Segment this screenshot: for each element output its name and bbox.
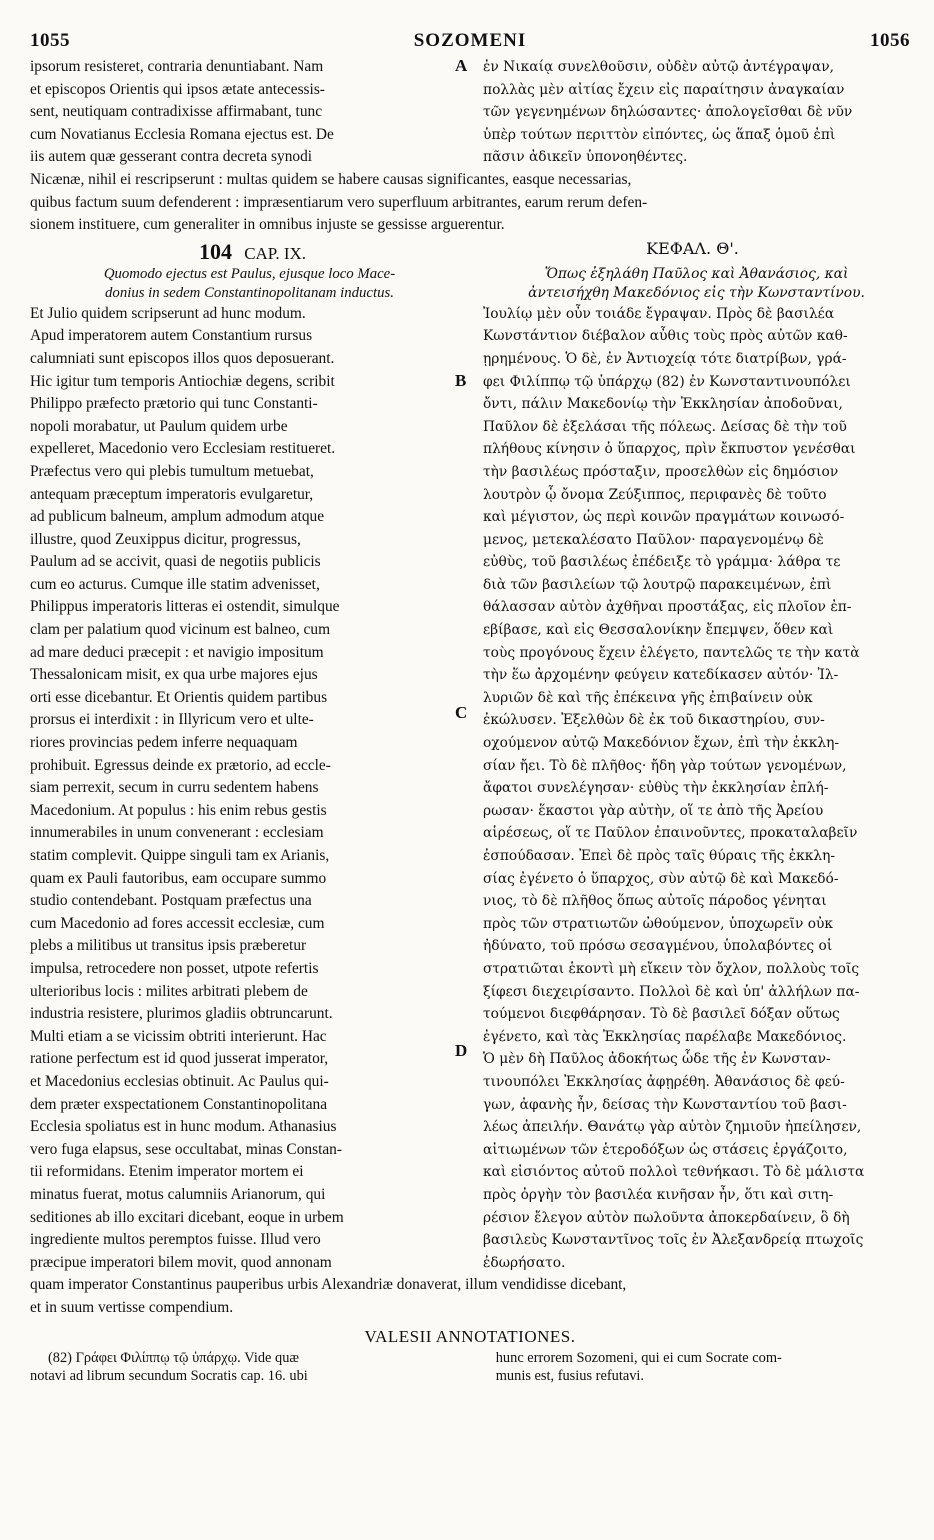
latin-line: cum Novatianus Ecclesia Romana ejectus est. De — [30, 125, 334, 143]
greek-line: νιος, τὸ δὲ πλῆθος ὅπως αὐτοῖς πάροδος γένηται — [483, 893, 827, 910]
chapter-titles — [30, 265, 910, 303]
greek-line: Κωνστάντιον διέβαλον αὖθις τοὺς πρὸς αὐτῶν καθ- — [483, 328, 848, 345]
latin-line: prorsus ei interdixit : in Illyricum vero et ulte- — [30, 711, 314, 729]
body-columns — [30, 303, 910, 1275]
greek-line: τούμενοι διεφθάρησαν. Τὸ δὲ βασιλεῖ δόξαν οὕτως — [483, 1006, 840, 1023]
latin-line: Thessalonicam misit, ex qua urbe majores ejus — [30, 666, 318, 684]
latin-line: clam per palatium quod vicinum est balneo, cum — [30, 621, 331, 639]
latin-line: innumerabiles in unum convenerant : ecclesiam — [30, 824, 324, 842]
latin-line: Hic igitur tum temporis Antiochiæ degens, scribit — [30, 372, 335, 390]
annotation-line: munis est, fusius refutavi. — [495, 1368, 645, 1385]
latin-line: calumniati sunt episcopos illos quos deposuerant. — [30, 349, 335, 367]
latin-line: studio contendebant. Postquam præfectus una — [30, 892, 312, 910]
greek-line: γων, ἀφανὴς ἦν, δείσας τὴν Κωνσταντίου τοῦ βασι- — [483, 1096, 847, 1113]
annotation-left — [30, 1349, 484, 1385]
greek-line: τινουπόλει Ἐκκλησίας ἀφῃρέθη. Ἀθανάσιος δὲ φεύ- — [483, 1073, 845, 1090]
greek-line: ὄντι, πάλιν Μακεδονίῳ τὴν Ἐκκλησίαν ἀποδοῦναι, — [483, 396, 843, 413]
latin-line: ingrediente multos peremptos fuisse. Illud vero — [30, 1231, 321, 1249]
greek-line: Παῦλον δὲ ἐξελάσαι τῆς πόλεως. Δείσας δὲ τὴν τοῦ — [483, 418, 847, 435]
running-head — [30, 30, 910, 52]
greek-line: ῃρημένους. Ὁ δὲ, ἐν Ἀντιοχείᾳ τότε διατρίβων, γρά- — [483, 350, 847, 367]
greek-line: ρωσαν· ἕκαστοι γὰρ αὐτὴν, οἵ τε ἀπὸ τῆς Ἀρείου — [483, 802, 824, 819]
greek-line: θάλασσαν αὐτὸν ἀχθῆναι προστάξας, εἰς πλοῖον ἐπ- — [483, 599, 852, 616]
latin-line: Macedonium. At populus : his enim rebus gestis — [30, 801, 327, 819]
greek-line: ἐκώλυσεν. Ἐξελθὼν δὲ ἐκ τοῦ δικαστηρίου, συν- — [483, 712, 825, 729]
latin-line: Philippo præfecto prætorio qui tunc Constanti- — [30, 395, 318, 413]
latin-line: Præfectus vero qui plebis tumultum metuebat, — [30, 462, 314, 480]
latin-line: Philippus imperatoris litteras ei ostendit, simulque — [30, 598, 340, 616]
greek-line: λέως ἀπειλήν. Θανάτῳ γὰρ αὐτὸν ζημιοῦν ἠπείλησεν, — [483, 1119, 862, 1136]
page-number-right: 1056 — [870, 30, 910, 51]
greek-column-body — [475, 303, 910, 1275]
full-width-text-top — [30, 169, 910, 237]
latin-line: nopoli morabatur, ut Paulum quidem urbe — [30, 417, 288, 435]
greek-line: λουτρὸν ᾧ ὄνομα Ζεύξιππος, περιφανὲς δὲ τοῦτο — [483, 486, 827, 503]
text-line: Nicænæ, nihil ei rescripserunt : multas quidem se habere causas significantes, easque necessarias, — [30, 170, 632, 188]
annotations — [30, 1349, 910, 1385]
annotation-line: notavi ad librum secundum Socratis cap. 16. ubi — [30, 1368, 308, 1385]
greek-line: τὴν ἕω ἀρχομένην φεύγειν κατεδίκασεν αὐτόν· Ἰλ- — [483, 667, 839, 684]
greek-line: ἐν Νικαίᾳ συνελθοῦσιν, οὐδὲν αὐτῷ ἀντέγραψαν, — [483, 59, 834, 75]
greek-line: καὶ μέγιστον, ὡς περὶ κοινῶν πραγμάτων κοινωσό- — [483, 509, 845, 526]
latin-line: antequam præceptum imperatoris evulgaretur, — [30, 485, 314, 503]
greek-line: ἄφατοι συνελέγησαν· εὐθὺς τὴν ἐκκλησίαν ἐπλή- — [483, 780, 829, 797]
greek-line: καὶ εἰσιόντος αὐτοῦ πολλοὶ τεθνήκασι. Τὸ δὲ μάλιστα — [483, 1164, 865, 1181]
latin-line: impulsa, retrocedere non posset, utpote refertis — [30, 959, 319, 977]
greek-line: λυριῶν δὲ καὶ τῆς ἐπέκεινα γῆς ἐπιβαίνειν οὐκ — [483, 689, 813, 706]
annotation-line: hunc errorem Sozomeni, qui ei cum Socrate com- — [495, 1350, 782, 1367]
latin-line: Ecclesia spoliatus est in hunc modum. Athanasius — [30, 1118, 337, 1136]
greek-line: εὐθὺς, τοῦ βασιλέως ἐπέδειξε τὸ γράμμα· λάθρα τε — [483, 554, 841, 571]
latin-column-body — [30, 303, 475, 1275]
latin-line: quam ex Pauli fautoribus, eam occupare summo — [30, 869, 327, 887]
text-line: quibus factum suum defenderent : impræsentiarum vero superfluum arbitrantes, earum rerum defen- — [30, 193, 648, 211]
greek-line: οχούμενον αὐτῷ Μακεδόνιον ἔχων, ἐπὶ τὴν ἐκκλη- — [483, 735, 840, 752]
latin-line: minatus fuerat, motus calumniis Arianorum, qui — [30, 1185, 326, 1203]
latin-line: siam perrexit, secum in curru sedentem habens — [30, 779, 319, 797]
greek-line: ἠδύνατο, τοῦ πρόσω σεσαγμένου, ὑπολαβόντες οἱ — [483, 938, 833, 955]
greek-line: ἐδωρήσατο. — [483, 1254, 566, 1271]
latin-line: statim complevit. Quippe singuli tam ex Arianis, — [30, 847, 330, 864]
greek-line: ὑπὲρ τούτων περιττὸν εἰπόντες, ὡς ἅπαξ ὁμοῦ ἐπὶ — [483, 126, 836, 143]
greek-line: σίας ἐγένετο ὁ ὕπαρχος, σὺν αὐτῷ δὲ καὶ Μακεδό- — [483, 870, 839, 887]
latin-line: cum Macedonio ad fores accessit ecclesiæ, cum — [30, 914, 325, 932]
latin-line: Et Julio quidem scripserunt ad hunc modum. — [30, 304, 306, 322]
annotation-right — [484, 1349, 910, 1385]
latin-column-top — [30, 56, 475, 169]
latin-line: dem præter exspectationem Constantinopolitana — [30, 1095, 328, 1113]
greek-line: βασιλεὺς Κωνσταντῖνος τοῖς ἐν Ἀλεξανδρείᾳ πτωχοῖς — [483, 1232, 864, 1249]
latin-chapter-heading — [30, 239, 475, 265]
chapter-number: 104 — [198, 238, 232, 264]
latin-title-line: donius in sedem Constantinopolitanam inductus. — [105, 284, 394, 301]
latin-line: cum eo acturus. Cumque ille statim advenisset, — [30, 575, 320, 593]
latin-line: Multi etiam a se vicissim obtriti interierunt. Hac — [30, 1027, 327, 1045]
latin-line: ipsorum resisteret, contraria denuntiabant. Nam — [30, 58, 324, 75]
greek-title-line: Ὅπως ἐξηλάθη Παῦλος καὶ Ἀθανάσιος, καὶ — [544, 265, 849, 282]
latin-line: Apud imperatorem autem Constantium rursus — [30, 327, 313, 345]
latin-line: ratione perfectum est id quod jusserat imperator, — [30, 1050, 329, 1068]
margin-marker-b: B — [455, 370, 467, 390]
running-title: SOZOMENI — [413, 30, 527, 51]
margin-marker-c: C — [455, 702, 468, 722]
greek-line: Ἰουλίῳ μὲν οὖν τοιάδε ἔγραψαν. Πρὸς δὲ βασιλέα — [483, 305, 835, 322]
latin-line: expelleret, Macedonio vero Ecclesiam restitueret. — [30, 440, 336, 458]
page-number-left: 1055 — [30, 30, 70, 51]
page — [30, 30, 910, 1385]
greek-line: εβίβασε, καὶ εἰς Θεσσαλονίκην ἔπεμψεν, ὅθεν καὶ — [483, 622, 834, 639]
greek-chapter-title — [475, 265, 910, 303]
latin-line: præcipue imperatori bilem movit, quod annonam — [30, 1253, 332, 1271]
greek-line: αἰτιωμένων τῶν ἑτεροδόξων ὡς στάσεις ἐργάζοιτο, — [483, 1141, 848, 1158]
greek-line: τοὺς προγόνους ἔχειν ἐλέγετο, παντελῶς τε τὴν κατὰ — [483, 644, 860, 661]
margin-marker-d: D — [455, 1040, 468, 1060]
text-line: et in suum vertisse compendium. — [30, 1298, 234, 1316]
latin-line: illustre, quod Zeuxippus dicitur, progressus, — [30, 530, 301, 548]
greek-line: διὰ τῶν βασιλείων τῷ λουτρῷ παρακειμένων, ἐπὶ — [483, 576, 832, 593]
latin-line: sent, neutiquam contradixisse affirmabant, tunc — [30, 103, 323, 121]
annotations-title: VALESII ANNOTATIONES. — [364, 1327, 576, 1347]
latin-line: ulterioribus locis : milites arbitrati plebem de — [30, 982, 308, 1000]
latin-chapter-label: CAP. IX. — [244, 243, 307, 263]
greek-line: φει Φιλίππῳ τῷ ὑπάρχῳ (82) ἐν Κωνσταντινουπόλει — [483, 373, 851, 390]
latin-chapter-title — [30, 265, 475, 303]
greek-line: αἱρέσεως, οἵ τε Παῦλον ἐπαινοῦντες, προκαταλαβεῖν — [483, 825, 858, 842]
latin-line: et Macedonius ecclesias obtinuit. Ac Paulus qui- — [30, 1072, 329, 1090]
latin-line: riores provincias pedem inferre nequaquam — [30, 734, 298, 752]
text-line: quam imperator Constantinus pauperibus urbis Alexandriæ donaverat, illum vendidisse dicebant, — [30, 1276, 627, 1294]
latin-line: seditiones ab illo excitari dicebant, eoque in urbem — [30, 1208, 344, 1226]
latin-line: industria resistere, plurimos gladiis obtruncarunt. — [30, 1005, 333, 1023]
greek-line: σίαν ἤει. Τὸ δὲ πλῆθος· ἤδη γὰρ τούτων γενομένων, — [483, 757, 847, 774]
greek-line: Ὁ μὲν δὴ Παῦλος ἀδοκήτως ὧδε τῆς ἐν Κωνσταν- — [483, 1051, 831, 1068]
greek-line: ἐγένετο, καὶ τὰς Ἐκκλησίας παρέλαβε Μακεδόνιος. — [483, 1028, 847, 1045]
full-width-text-body — [30, 1274, 910, 1319]
text-line: sionem instituere, cum generaliter in omnibus injuste se gessisse arguerentur. — [30, 216, 505, 234]
chapter-heading — [30, 239, 910, 265]
annotation-line: (82) Γράφει Φιλίππῳ τῷ ὑπάρχῳ. Vide quæ — [48, 1350, 299, 1367]
greek-line: πλήθους κίνησιν ὁ ὕπαρχος, πρὶν ἔκπυστον γενέσθαι — [483, 441, 856, 458]
margin-marker-a: A — [455, 56, 468, 75]
greek-line: ξίφεσι διεχειρίσαντο. Πολλοὶ δὲ καὶ ὑπ' ἀλλήλων πα- — [483, 983, 860, 1000]
latin-line: tii reformidans. Etenim imperator mortem ei — [30, 1163, 304, 1181]
greek-line: ρέσιον ἔλεγον αὐτὸν πωλοῦντα ἀποκερδαίνειν, ὃ δὴ — [483, 1209, 850, 1226]
greek-line: τῶν γεγενημένων δηλώσαντες· ἀπολογεῖσθαι δὲ νῦν — [483, 104, 853, 121]
greek-line: τὴν βασιλέως πρόσταξιν, προσελθὼν εἰς δημόσιον — [483, 463, 839, 480]
greek-line: πᾶσιν ἀδικεῖν ὑπονοηθέντες. — [483, 149, 688, 166]
greek-line: πρὸς ὀργὴν τὸν βασιλέα κινῆσαν ἦν, ὅτι καὶ σιτη- — [483, 1186, 834, 1203]
latin-title-line: Quomodo ejectus est Paulus, ejusque loco Mace- — [103, 265, 396, 282]
latin-line: ad mare deduci præcepit : et navigio impositum — [30, 643, 324, 661]
greek-line: πρὸς τῶν στρατιωτῶν ὠθούμενον, ὑποχωρεῖν οὐκ — [483, 915, 834, 932]
latin-line: prohibuit. Egressus deinde ex prætorio, ad eccle- — [30, 756, 331, 774]
greek-line: ἐσπούδασαν. Ἐπεὶ δὲ πρὸς ταῖς θύραις τῆς ἐκκλη- — [483, 848, 836, 864]
greek-line: πολλὰς μὲν αἰτίας ἔχειν εἰς παραίτησιν ἀναγκαίαν — [483, 81, 845, 98]
latin-line: et episcopos Orientis qui ipsos ætate antecessis- — [30, 80, 325, 98]
latin-line: orti esse dicebantur. Et Orientis quidem partibus — [30, 688, 328, 706]
top-columns — [30, 56, 910, 169]
latin-line: ad publicum balneum, amplum admodum atque — [30, 508, 325, 526]
greek-column-top — [475, 56, 910, 169]
latin-line: plebs a militibus ut transitus ipsis præberetur — [30, 937, 307, 955]
latin-line: Paulum ad se accivit, quasi de negotiis publicis — [30, 553, 321, 571]
latin-line: iis autem quæ gesserant contra decreta synodi — [30, 148, 313, 166]
greek-chapter-label: ΚΕΦΑΛ. Θ'. — [646, 238, 739, 258]
greek-title-line: ἀντεισήχθη Μακεδόνιος εἰς τὴν Κωνσταντίνου. — [528, 284, 865, 301]
latin-line: vero fuga elapsus, sese occultabat, minas Constan- — [30, 1140, 342, 1158]
greek-line: μενος, μετεκαλέσατο Παῦλον· παραγενομένῳ δὲ — [483, 531, 824, 548]
greek-line: στρατιῶται ἑκοντὶ μὴ εἴκειν τὸν ὄχλον, πολλοὺς τοῖς — [483, 960, 860, 977]
